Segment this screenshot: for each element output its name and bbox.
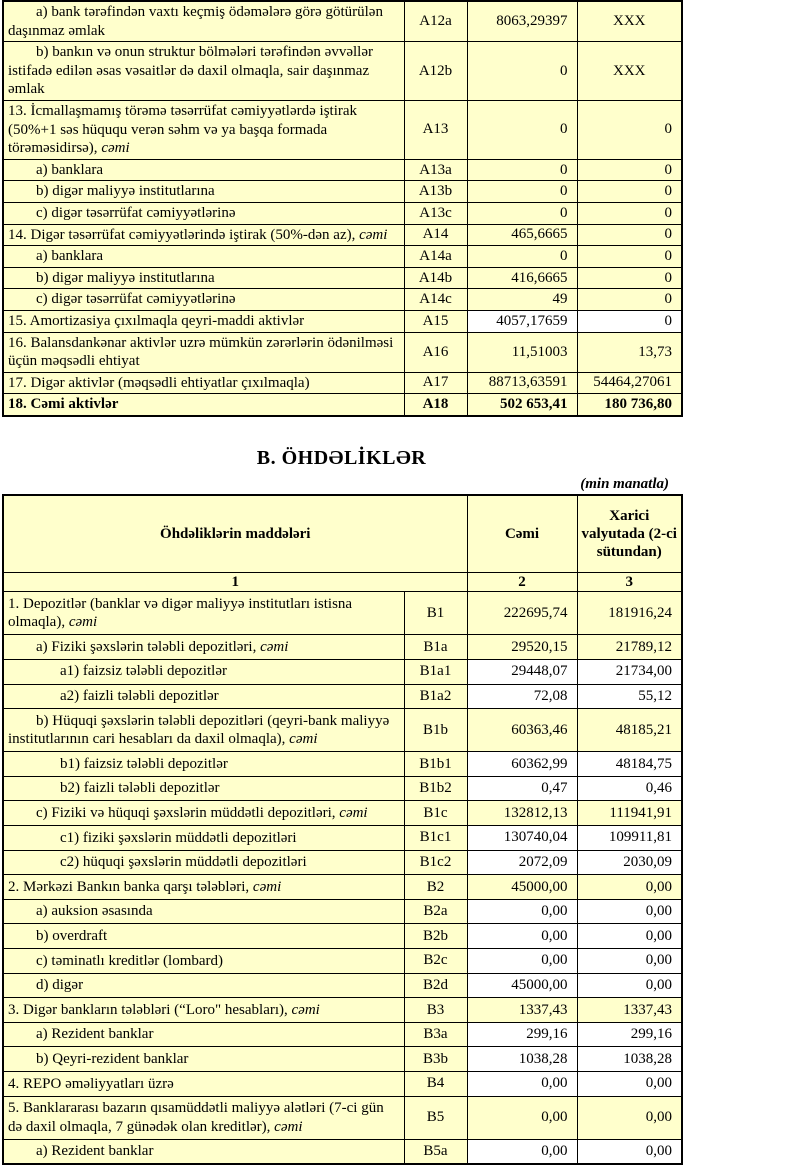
row-total-value: 60362,99 [467,752,577,777]
header-foreign-label: Xarici valyutada (2-ci sütundan) [577,495,682,573]
row-total-value: 45000,00 [467,973,577,998]
table-row [3,592,682,635]
row-foreign-value: 48184,75 [577,752,682,777]
row-total-value: 11,51003 [467,332,577,372]
liabilities-table-body [3,592,682,1165]
row-total-value: 0,00 [467,1096,577,1139]
row-label [3,776,404,801]
row-foreign-value: XXX [577,42,682,101]
row-code: A13 [404,100,467,159]
table-row [3,635,682,660]
row-foreign-value: 0 [577,310,682,332]
table-row [3,1,682,42]
row-code: B1a1 [404,659,467,684]
row-code: B1c1 [404,826,467,851]
row-label [3,1047,404,1072]
row-code: A13a [404,159,467,181]
table-row [3,394,682,416]
row-code: B2a [404,899,467,924]
row-code: B3b [404,1047,467,1072]
row-code: B1 [404,592,467,635]
row-label-text: b) Hüquqi şəxslərin tələbli depozitləri (qeyri-bank maliyyə institutlarının cari hesabları da daxil olmaqla), [8,712,390,748]
row-label-text: 16. Balansdankənar aktivlər uzrə mümkün zərərlərin ödənilməsi üçün məqsədli ehtiyat [8,334,394,370]
row-foreign-value: 299,16 [577,1022,682,1047]
row-label-italic: cəmi [260,638,289,655]
row-code: A13c [404,202,467,224]
row-label [3,592,404,635]
row-label-text: d) digər [36,977,84,994]
document [2,0,681,1165]
table-row [3,1022,682,1047]
row-label [3,267,404,289]
row-foreign-value: 0,00 [577,1096,682,1139]
row-foreign-value: 21789,12 [577,635,682,660]
row-total-value: 0 [467,246,577,268]
row-label [3,875,404,900]
row-label [3,801,404,826]
row-label-text: b) Qeyri-rezident banklar [36,1050,189,1067]
row-total-value: 416,6665 [467,267,577,289]
row-label-text: a2) faizli tələbli depozitlər [60,688,219,704]
row-total-value: 0 [467,42,577,101]
table-row [3,310,682,332]
row-label-italic: cəmi [339,804,368,821]
row-label [3,850,404,875]
row-total-value: 130740,04 [467,826,577,851]
row-label [3,202,404,224]
row-total-value: 8063,29397 [467,1,577,42]
table-row [3,1047,682,1072]
table-row [3,159,682,181]
unit-note: (min manatla) [580,475,669,492]
row-code: B3 [404,998,467,1023]
row-label-italic: cəmi [274,1118,303,1135]
column-index-2: 2 [467,573,577,592]
row-label-text: a) banklara [36,248,104,265]
table-row [3,709,682,752]
row-label [3,289,404,311]
table-row [3,973,682,998]
row-label-italic: cəmi [252,878,282,895]
row-label [3,752,404,777]
row-label-text: c) digər təsərrüfat cəmiyyətlərinə [36,204,236,221]
row-total-value: 1038,28 [467,1047,577,1072]
row-code: B5 [404,1096,467,1139]
row-label [3,1,404,42]
row-label-text: b) digər maliyyə institutlarına [36,269,215,286]
row-label-text: 3. Digər bankların tələbləri (“Loro" hesabları), [8,1001,292,1018]
table-row [3,372,682,394]
row-label-text: a) banklara [36,161,104,178]
table-row [3,267,682,289]
row-code: B1c2 [404,850,467,875]
row-code: A17 [404,372,467,394]
row-code: B1b [404,709,467,752]
row-label [3,1096,404,1139]
row-code: B4 [404,1072,467,1097]
table-row [3,899,682,924]
row-foreign-value: 1038,28 [577,1047,682,1072]
row-label [3,100,404,159]
row-label-text: 15. Amortizasiya çıxılmaqla qeyri-maddi aktivlər [8,312,305,329]
row-total-value: 0 [467,100,577,159]
row-label-text: b) overdraft [36,927,108,944]
row-foreign-value: 0 [577,159,682,181]
row-code: B2b [404,924,467,949]
row-label-italic: cəmi [291,1001,320,1018]
row-label [3,998,404,1023]
assets-table-body [3,1,682,416]
row-label-text: c) təminatlı kreditlər (lombard) [36,952,224,969]
row-code: A15 [404,310,467,332]
row-label-text: a) auksion əsasında [36,903,153,920]
row-label-text: 1. Depozitlər (banklar və digər maliyyə institutları istisna olmaqla), [8,595,353,631]
row-foreign-value: 0 [577,267,682,289]
table-row [3,752,682,777]
row-code: A14 [404,224,467,246]
row-code: B1c [404,801,467,826]
table-row [3,42,682,101]
table-row [3,100,682,159]
row-foreign-value: 0,00 [577,1139,682,1164]
table-row [3,875,682,900]
row-label-text: c) digər təsərrüfat cəmiyyətlərinə [36,291,236,308]
row-label [3,659,404,684]
section-title: B. ÖHDƏLİKLƏR [256,446,427,469]
row-label-text: a) Rezident banklar [36,1026,154,1043]
row-foreign-value: 0,00 [577,949,682,974]
header-items-label: Öhdəliklərin maddələri [3,495,467,573]
row-total-value: 29520,15 [467,635,577,660]
row-label [3,924,404,949]
row-label-italic: cəmi [68,614,98,631]
table-row [3,332,682,372]
row-label-text: a1) faizsiz tələbli depozitlər [60,663,227,680]
row-foreign-value: 109911,81 [577,826,682,851]
row-code: B1b2 [404,776,467,801]
row-foreign-value: XXX [577,1,682,42]
row-label [3,246,404,268]
row-foreign-value: 0,00 [577,973,682,998]
table-row [3,1072,682,1097]
row-foreign-value: 0 [577,100,682,159]
row-label-text: a) bank tərəfindən vaxtı keçmiş ödəmələrə görə götürülən daşınmaz əmlak [8,4,383,39]
row-total-value: 0,00 [467,949,577,974]
table-row [3,776,682,801]
row-foreign-value: 21734,00 [577,659,682,684]
row-total-value: 222695,74 [467,592,577,635]
row-total-value: 60363,46 [467,709,577,752]
row-label [3,224,404,246]
table-row [3,1096,682,1139]
row-label-text: c1) fiziki şəxslərin müddətli depozitləri [60,829,297,846]
row-total-value: 0 [467,202,577,224]
row-label-italic: cəmi [289,731,318,748]
row-foreign-value: 48185,21 [577,709,682,752]
row-label [3,181,404,203]
row-label-italic: cəmi [101,140,130,157]
row-label [3,310,404,332]
row-label [3,394,404,416]
row-foreign-value: 1337,43 [577,998,682,1023]
row-total-value: 72,08 [467,684,577,709]
row-foreign-value: 0 [577,181,682,203]
table-row [3,998,682,1023]
row-code: B1b1 [404,752,467,777]
row-label-text: 13. İcmallaşmamış törəmə təsərrüfat cəmiyyətlərdə iştirak (50%+1 səs hüququ verən səhm və ya başqa formada törəməsidirsə), [8,102,358,157]
row-total-value: 88713,63591 [467,372,577,394]
row-foreign-value: 111941,91 [577,801,682,826]
row-code: A13b [404,181,467,203]
liabilities-table [2,494,683,1165]
row-total-value: 132812,13 [467,801,577,826]
row-label [3,635,404,660]
row-total-value: 0 [467,181,577,203]
row-label-text: 4. REPO əməliyyatları üzrə [8,1075,174,1092]
row-label-text: 2. Mərkəzi Bankın banka qarşı tələbləri, [8,878,253,895]
row-foreign-value: 0 [577,224,682,246]
row-label-text: 14. Digər təsərrüfat cəmiyyətlərində iştirak (50%-dən az), [8,226,360,243]
table-row [3,659,682,684]
row-total-value: 29448,07 [467,659,577,684]
row-foreign-value: 0,00 [577,899,682,924]
row-total-value: 0,00 [467,1072,577,1097]
row-label-text: 17. Digər aktivlər (məqsədli ehtiyatlar çıxılmaqla) [8,374,310,391]
row-label [3,684,404,709]
row-foreign-value: 54464,27061 [577,372,682,394]
row-label [3,826,404,851]
row-total-value: 299,16 [467,1022,577,1047]
row-code: A14b [404,267,467,289]
row-label [3,1072,404,1097]
row-code: B1a2 [404,684,467,709]
header-total-label: Cəmi [467,495,577,573]
row-foreign-value: 181916,24 [577,592,682,635]
row-code: A12b [404,42,467,101]
row-code: B1a [404,635,467,660]
row-label-text: b) digər maliyyə institutlarına [36,183,215,200]
row-label [3,709,404,752]
row-label [3,42,404,101]
row-total-value: 0 [467,159,577,181]
row-foreign-value: 2030,09 [577,850,682,875]
table-row [3,224,682,246]
row-foreign-value: 55,12 [577,684,682,709]
table-row [3,289,682,311]
table-row [3,801,682,826]
column-index-1: 1 [3,573,467,592]
row-total-value: 502 653,41 [467,394,577,416]
row-total-value: 465,6665 [467,224,577,246]
row-foreign-value: 0,00 [577,875,682,900]
table-row [3,850,682,875]
row-label [3,159,404,181]
row-foreign-value: 0 [577,202,682,224]
assets-table [2,0,683,417]
table-row [3,181,682,203]
row-label [3,372,404,394]
row-label [3,949,404,974]
row-label [3,973,404,998]
table-row [3,826,682,851]
row-foreign-value: 180 736,80 [577,394,682,416]
table-row [3,1139,682,1164]
table-header-row [3,495,682,573]
row-label-text: b2) faizli tələbli depozitlər [60,780,220,797]
row-total-value: 0,00 [467,899,577,924]
table-row [3,202,682,224]
row-foreign-value: 0,00 [577,1072,682,1097]
row-label [3,332,404,372]
row-foreign-value: 0,46 [577,776,682,801]
table-row [3,949,682,974]
column-index-row [3,573,682,592]
row-label [3,899,404,924]
row-code: B2c [404,949,467,974]
row-total-value: 49 [467,289,577,311]
row-code: B2 [404,875,467,900]
row-label-text: a) Fiziki şəxslərin tələbli depozitləri, [36,638,261,655]
row-code: B2d [404,973,467,998]
row-label-text: c) Fiziki və hüquqi şəxslərin müddətli depozitləri, [36,804,340,821]
row-foreign-value: 13,73 [577,332,682,372]
row-code: A12a [404,1,467,42]
table-row [3,684,682,709]
row-total-value: 4057,17659 [467,310,577,332]
row-code: A14a [404,246,467,268]
row-code: A14c [404,289,467,311]
row-label-text: b) bankın və onun struktur bölmələri tərəfindən əvvəllər istifadə edilən əsas vəsaitlər də daxil olmaqla, sair daşınmaz əmlak [8,44,373,98]
row-code: A18 [404,394,467,416]
row-label-text: 5. Banklararası bazarın qısamüddətli maliyyə alətləri (7-ci gün də daxil olmaqla, 7 günədək olan kreditlər), [8,1100,384,1135]
row-label [3,1139,404,1164]
row-label-italic: cəmi [359,226,388,243]
row-foreign-value: 0 [577,246,682,268]
row-total-value: 0,47 [467,776,577,801]
row-label [3,1022,404,1047]
row-total-value: 2072,09 [467,850,577,875]
row-total-value: 0,00 [467,924,577,949]
row-code: A16 [404,332,467,372]
table-row [3,246,682,268]
row-total-value: 0,00 [467,1139,577,1164]
column-index-3: 3 [577,573,682,592]
row-total-value: 1337,43 [467,998,577,1023]
row-total-value: 45000,00 [467,875,577,900]
row-label-text: a) Rezident banklar [36,1143,154,1160]
row-code: B3a [404,1022,467,1047]
row-label-text: 18. Cəmi aktivlər [8,396,119,413]
table-row [3,924,682,949]
row-label-text: c2) hüquqi şəxslərin müddətli depozitləri [60,854,307,871]
row-code: B5a [404,1139,467,1164]
row-label-text: b1) faizsiz tələbli depozitlər [60,755,228,772]
row-foreign-value: 0,00 [577,924,682,949]
row-foreign-value: 0 [577,289,682,311]
